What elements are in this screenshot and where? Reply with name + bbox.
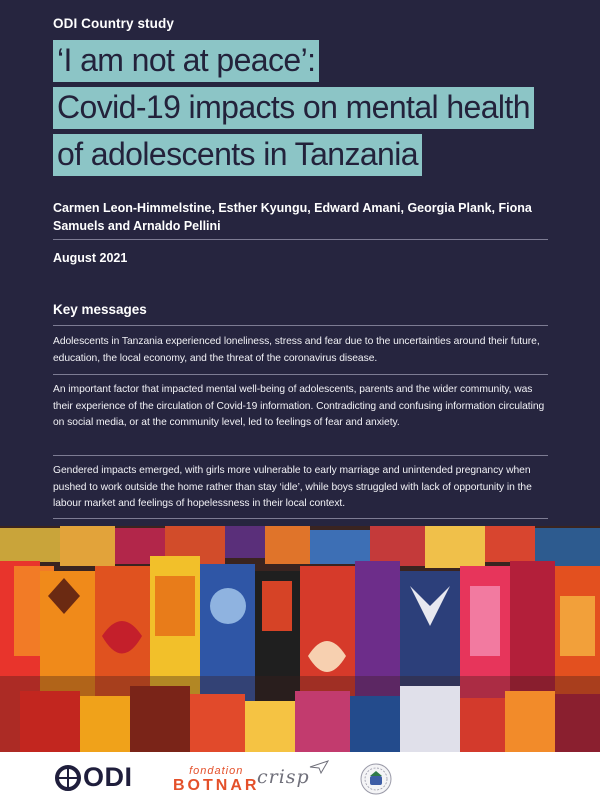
tanzania-seal-logo bbox=[360, 763, 392, 800]
title-line-1: ‘I am not at peace’: bbox=[53, 40, 319, 82]
crisp-logo-text: crisp bbox=[257, 766, 310, 788]
divider bbox=[53, 518, 548, 519]
divider bbox=[53, 239, 548, 240]
key-messages-heading: Key messages bbox=[53, 302, 147, 317]
series-label: ODI Country study bbox=[53, 16, 174, 31]
odi-logo-text: ODI bbox=[83, 762, 133, 792]
fondation-botnar-logo bbox=[173, 766, 259, 794]
title-line-3: of adolescents in Tanzania bbox=[53, 134, 422, 176]
fabric-photo bbox=[0, 526, 600, 752]
divider bbox=[53, 455, 548, 456]
odi-globe-icon bbox=[55, 765, 81, 791]
botnar-big-text: BOTNAR bbox=[173, 777, 260, 794]
key-message-2: An important factor that impacted mental well-being of adolescents, parents and the wider community, was their experience of the circulation of Covid-19 information. Contradicting and confusing information circulating on social media, or at the community level, led to feelings of fear and anxiety. bbox=[53, 384, 545, 428]
divider bbox=[53, 374, 548, 375]
authors: Carmen Leon-Himmelstine, Esther Kyungu, Edward Amani, Georgia Plank, Fiona Samuels and Arnaldo Pellini bbox=[53, 201, 532, 233]
title-line-2: Covid-19 impacts on mental health bbox=[53, 87, 534, 129]
key-message-1: Adolescents in Tanzania experienced loneliness, stress and fear due to the uncertainties around their future, education, the local economy, and the threat of the coronavirus disease. bbox=[53, 336, 540, 364]
report-title bbox=[53, 40, 534, 181]
cover-photo-fabrics bbox=[0, 526, 600, 752]
odi-logo bbox=[55, 762, 133, 793]
publication-date: August 2021 bbox=[53, 251, 128, 265]
tanzania-seal-icon bbox=[360, 763, 392, 795]
divider bbox=[53, 325, 548, 326]
partner-logos-footer bbox=[0, 752, 600, 800]
botnar-small-text: fondation bbox=[189, 765, 244, 777]
key-message-3: Gendered impacts emerged, with girls more vulnerable to early marriage and unintended pregnancy when pushed to work outside the home rather than stay ‘idle’, while boys struggled with lack of opportunity in the labour market and feelings of hopelessness in their local context. bbox=[53, 465, 532, 509]
crisp-logo bbox=[257, 766, 310, 788]
paper-plane-icon bbox=[309, 760, 329, 774]
